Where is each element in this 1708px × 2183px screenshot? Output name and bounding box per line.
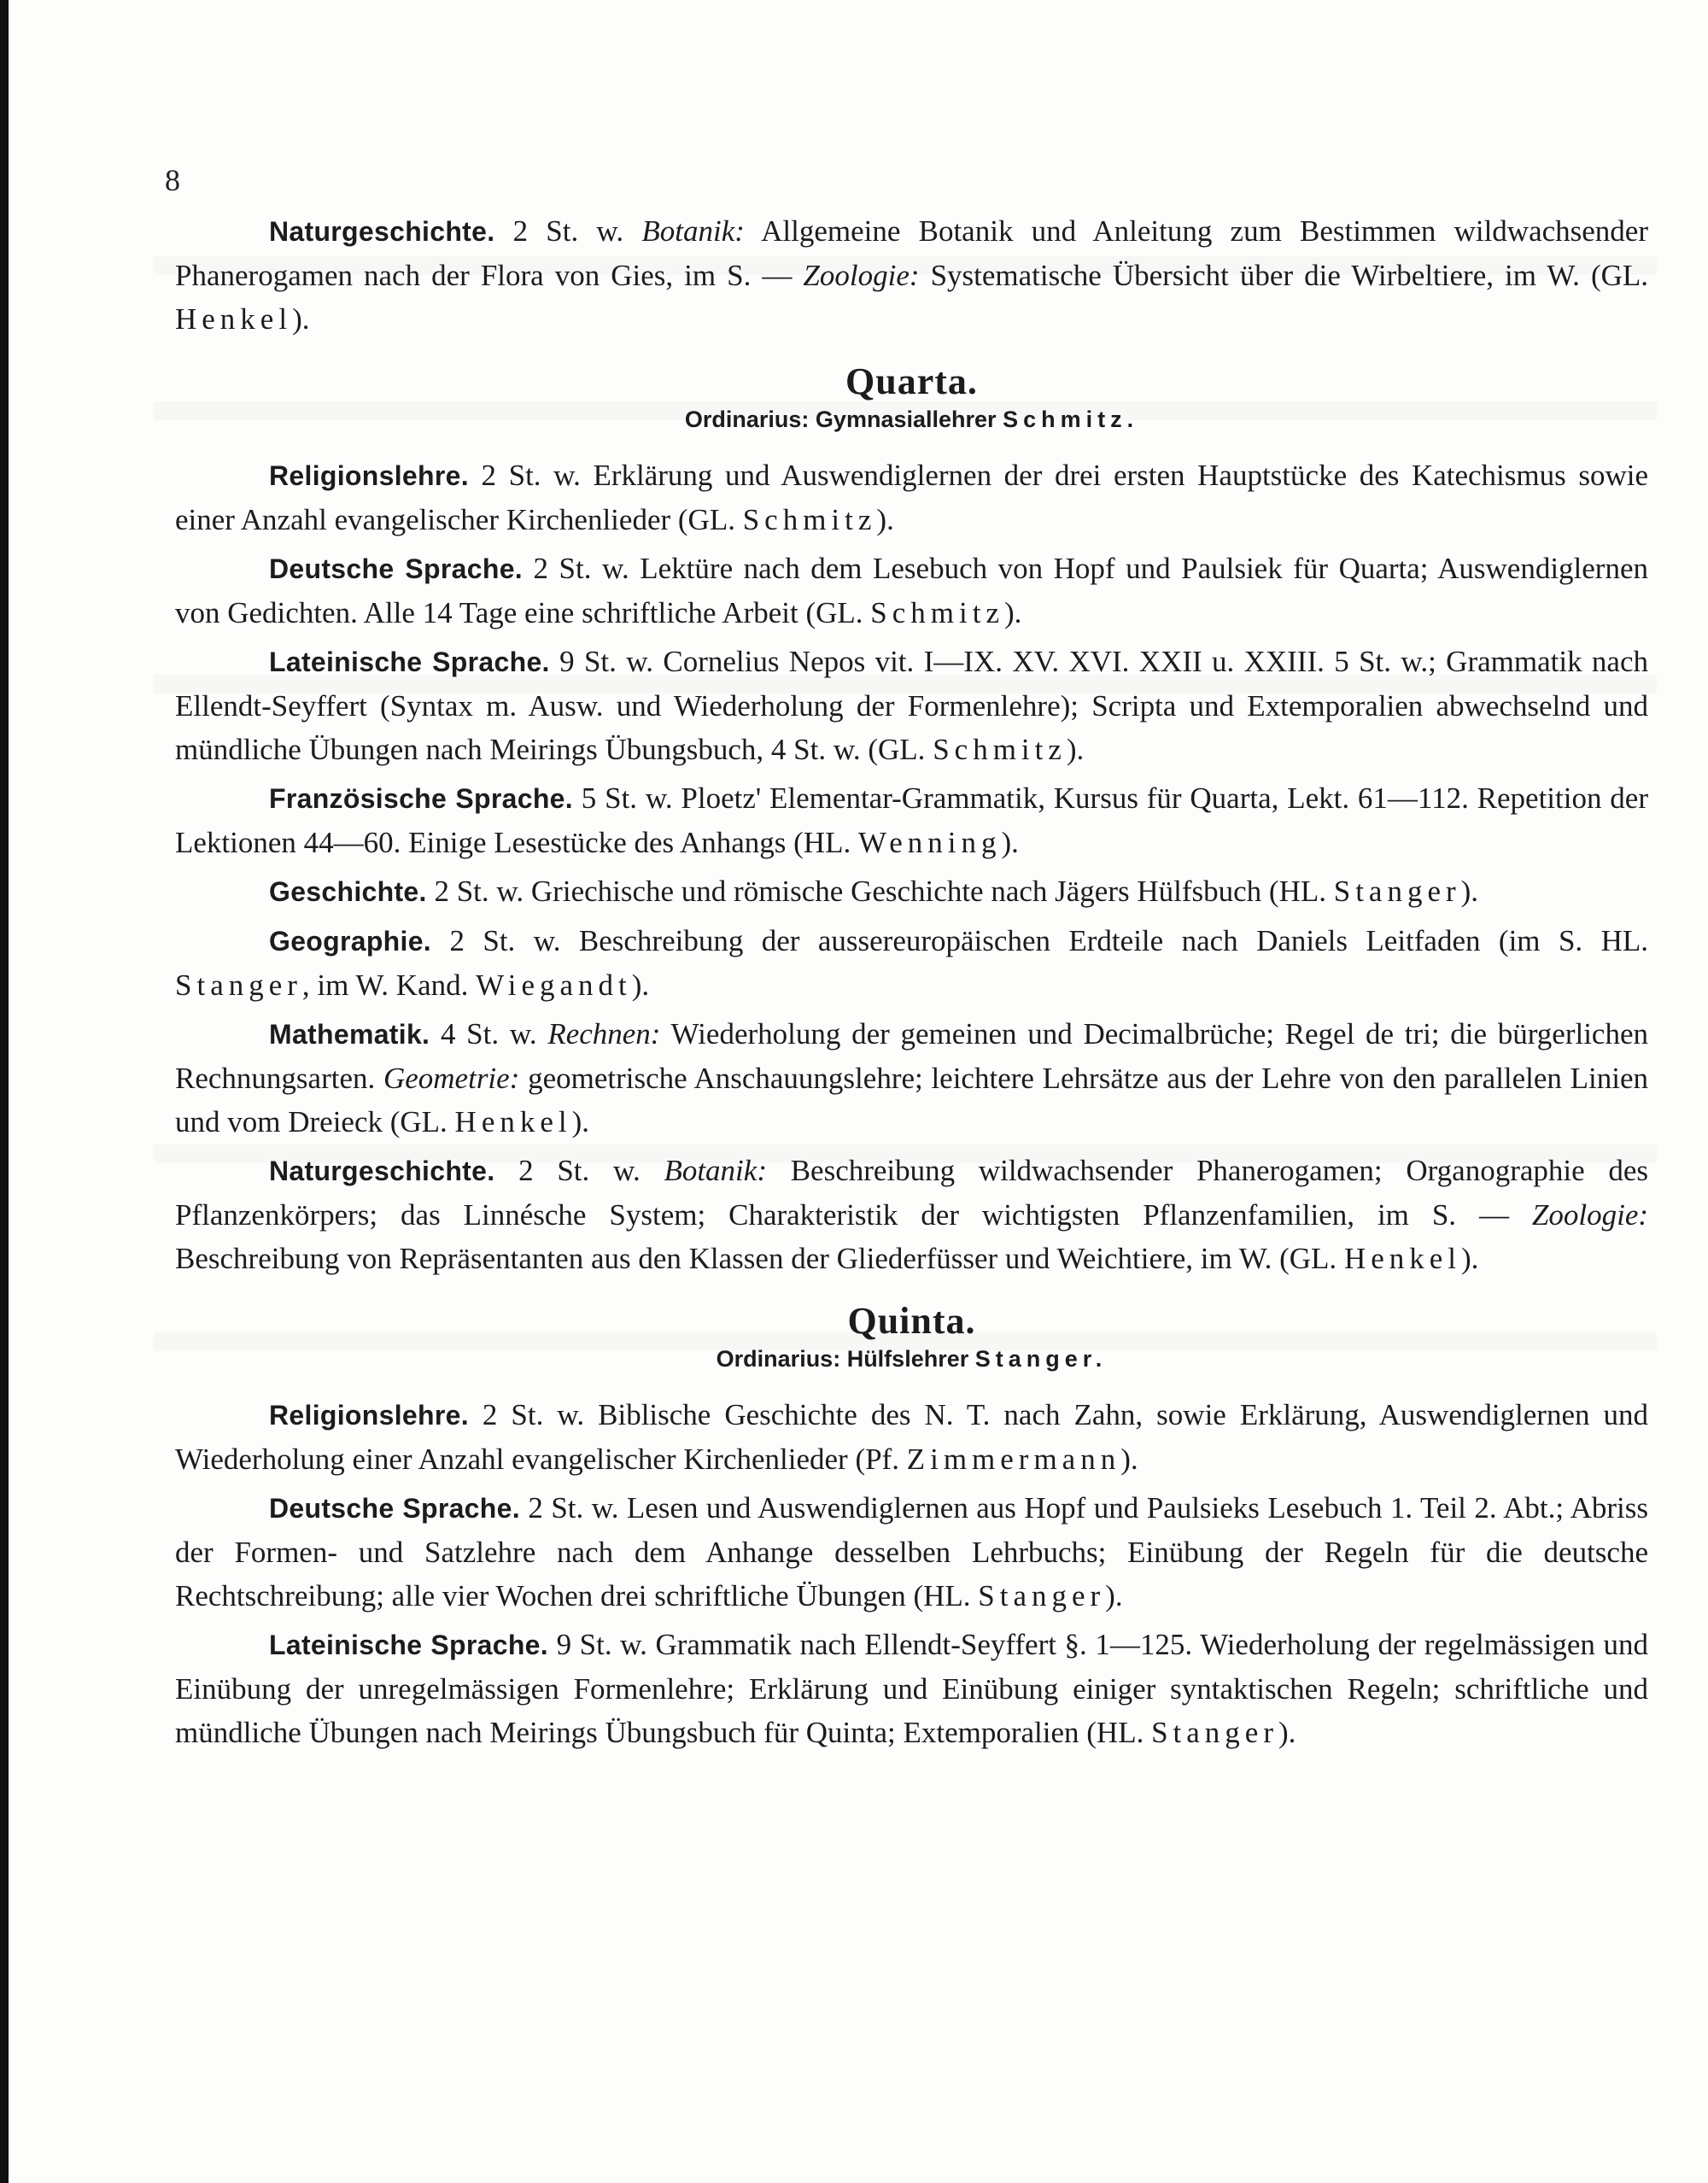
ordinarius-label: Ordinarius: Gymnasiallehrer [684,407,997,432]
paragraph-text: Allgemeine Botanik und Anleitung zum Bestimmen wildwachsender Phanerogamen nach der Flora von Gies, im S. — [175,214,1648,292]
page-number: 8 [165,163,180,197]
subject-heading: Lateinische Sprache. [269,1630,548,1660]
page-content [175,209,1648,1759]
topic-label: Botanik: [641,214,745,248]
teacher-name: Stanger [978,1579,1106,1612]
subject-heading: Französische Sprache. [269,783,573,814]
paragraph-text: 2 St. w. Lektüre nach dem Lesebuch von Hopf und Paulsiek für Quarta; Auswendiglernen von Gedichten. Alle 14 Tage eine schriftliche Arbeit (GL. [175,552,1648,629]
subject-heading: Lateinische Sprache. [269,647,550,677]
hours: 4 St. w. [440,1017,537,1051]
closing: ). [876,503,894,536]
closing: ). [1001,826,1019,859]
latein-paragraph [175,640,1648,771]
ordinarius-label: Ordinarius: Hülfslehrer [716,1346,969,1372]
teacher-name: Stanger [1151,1716,1278,1749]
hours: 2 St. w. [518,1154,640,1187]
subject-heading: Naturgeschichte. [269,1156,495,1186]
topic-label: Botanik: [664,1154,767,1187]
section-title-quinta: Quinta. [847,1300,976,1342]
latein-paragraph [175,1623,1648,1754]
paragraph-text: 2 St. w. Griechische und römische Geschichte nach Jägers Hülfsbuch (HL. [434,875,1326,908]
teacher-name: Wiegandt [476,969,632,1002]
scan-edge [0,0,9,2183]
subject-heading: Geschichte. [269,876,427,907]
ordinarius-quarta [175,407,1648,433]
closing: ). [292,302,310,336]
paragraph-text: , im W. Kand. [301,969,469,1002]
hours: 2 St. w. [512,214,624,248]
subject-heading: Deutsche Sprache. [269,1493,520,1524]
paragraph-text: 2 St. w. Lesen und Auswendiglernen aus Hopf und Paulsieks Lesebuch 1. Teil 2. Abt.; Abriss der Formen- und Satzlehre nach dem Anhange desselben Lehrbuchs; Einübung der Regeln für die deutsche Rechtschreibung; alle vier Wochen drei schriftliche Übungen (HL. [175,1491,1649,1612]
naturgeschichte-paragraph [175,1149,1648,1280]
teacher-name: Schmitz [742,503,877,536]
teacher-name: Schmitz [870,596,1005,629]
ordinarius-name: Schmitz. [1003,407,1139,432]
paragraph-text: 9 St. w. Grammatik nach Ellendt-Seyffert §. 1—125. Wiederholung der regelmässigen und Einübung der unregelmässigen Formenlehre; Erklärung und Einübung einiger syntaktischen Regeln; schriftliche und mündliche Übungen nach Meirings Übungsbuch für Quinta; Extemporalien (HL. [175,1628,1649,1749]
closing: ). [1461,1242,1479,1275]
closing: ). [1460,875,1479,908]
ordinarius-quinta [175,1346,1648,1372]
closing: ). [1278,1716,1296,1749]
subject-heading: Mathematik. [269,1019,430,1050]
paragraph-text: Beschreibung wildwachsender Phanerogamen; Organographie des Pflanzenkörpers; das Linnésche System; Charakteristik der wichtigsten Pflanzenfamilien, im S. — [175,1154,1649,1232]
geographie-paragraph [175,919,1648,1007]
closing: ). [1004,596,1022,629]
naturgeschichte-paragraph [175,209,1648,341]
paragraph-text: 2 St. w. Erklärung und Auswendiglernen der drei ersten Hauptstücke des Katechismus sowie einer Anzahl evangelischer Kirchenlieder (GL. [175,459,1648,536]
deutsch-paragraph [175,1486,1648,1618]
teacher-name: Henkel [454,1105,572,1138]
closing: ). [1105,1579,1123,1612]
paragraph-text: 9 St. w. Cornelius Nepos vit. I—IX. XV. XVI. XXII u. XXIII. 5 St. w.; Grammatik nach Ellendt-Seyffert (Syntax m. Ausw. und Wiederholung der Formenlehre); Scripta und Extemporalien abwechselnd und mündliche Übungen nach Meirings Übungsbuch, 4 St. w. (GL. [175,645,1649,766]
paragraph-text: Beschreibung von Repräsentanten aus den Klassen der Gliederfüsser und Weichtiere, im W. (GL. [175,1242,1337,1275]
paragraph-text: Systematische Übersicht über die Wirbeltiere, im W. (GL. [930,259,1648,292]
franzoesisch-paragraph [175,776,1648,864]
subject-heading: Religionslehre. [269,1400,469,1431]
closing: ). [1120,1443,1138,1476]
teacher-name: Wenning [857,826,1002,859]
deutsch-paragraph [175,547,1648,635]
subject-heading: Deutsche Sprache. [269,553,523,584]
teacher-name: Zimmermann [906,1443,1121,1476]
teacher-name: Henkel [1343,1242,1462,1275]
closing: ). [571,1105,590,1138]
section-title-quarta: Quarta. [845,360,978,402]
religion-paragraph [175,1393,1648,1481]
teacher-name: Schmitz [933,733,1067,766]
ordinarius-name: Stanger. [974,1346,1108,1372]
paragraph-text: 2 St. w. Biblische Geschichte des N. T. nach Zahn, sowie Erklärung, Auswendiglernen und Wiederholung einer Anzahl evangelischer Kirchenlieder (Pf. [175,1398,1649,1476]
paragraph-text: Wiederholung der gemeinen und Decimalbrüche; Regel de tri; die bürgerlichen Rechnungsarten. [175,1017,1649,1095]
closing: ). [1066,733,1085,766]
geschichte-paragraph [175,869,1648,914]
mathematik-paragraph [175,1012,1648,1144]
closing: ). [631,969,650,1002]
topic-label: Rechnen: [547,1017,661,1051]
teacher-name: Henkel [175,302,293,336]
paragraph-text: 5 St. w. Ploetz' Elementar-Grammatik, Kursus für Quarta, Lekt. 61—112. Repetition der Lektionen 44—60. Einige Lesestücke des Anhangs (HL. [175,781,1648,859]
teacher-name: Stanger [175,969,302,1002]
teacher-name: Stanger [1333,875,1461,908]
subject-heading: Naturgeschichte. [269,216,495,247]
topic-label: Zoologie: [803,259,920,292]
religion-paragraph [175,454,1648,541]
subject-heading: Religionslehre. [269,460,469,491]
paragraph-text: 2 St. w. Beschreibung der aussereuropäischen Erdteile nach Daniels Leitfaden (im S. HL. [449,924,1648,957]
topic-label: Geometrie: [383,1062,520,1095]
subject-heading: Geographie. [269,926,432,957]
paragraph-text: geometrische Anschauungslehre; leichtere Lehrsätze aus der Lehre von den parallelen Linien und vom Dreieck (GL. [175,1062,1649,1138]
topic-label: Zoologie: [1531,1198,1649,1232]
